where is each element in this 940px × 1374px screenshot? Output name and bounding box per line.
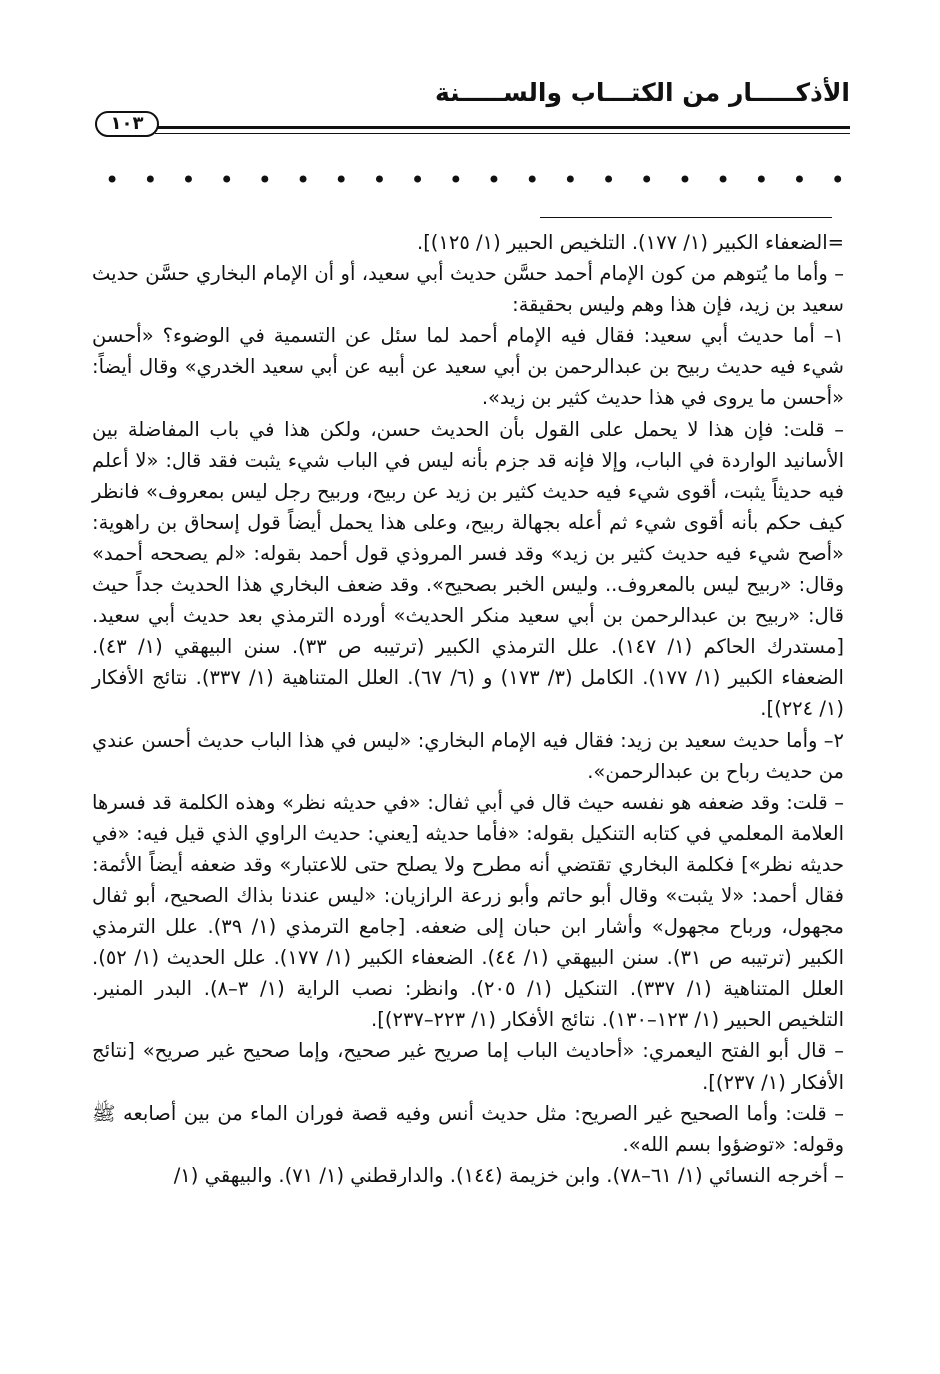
separator-dot: • <box>601 166 616 194</box>
paragraph-9: – أخرجه النسائي (١/ ٦١–٧٨). وابن خزيمة (١٤٤). والدارقطني (١/ ٧١). والبيهقي (١/ <box>173 1163 844 1187</box>
separator-dot: • <box>295 166 311 194</box>
separator-dot: • <box>525 166 540 194</box>
footnote-rule <box>540 217 832 218</box>
separator-dot: • <box>181 166 196 194</box>
separator-dot: • <box>105 166 120 194</box>
separator-dot: • <box>334 166 349 194</box>
separator-dot: • <box>372 166 387 194</box>
running-title: الأذكـــــار من الكتـــاب والســـــنة <box>434 78 850 107</box>
separator-dot: • <box>754 166 769 194</box>
separator-dot: • <box>639 166 654 194</box>
separator-dot: • <box>792 166 807 194</box>
paragraph-7: – قال أبو الفتح اليعمري: «أحاديث الباب إما صريح غير صحيح، وإما صحيح غير صريح» [نتائج الأفكار (١/ ٢٣٧)]. <box>92 1039 844 1094</box>
page-header <box>95 78 850 140</box>
separator-dot: • <box>830 166 845 194</box>
paragraph-3: ١– أما حديث أبي سعيد: فقال فيه الإمام أحمد لما سئل عن التسمية في الوضوء؟ «أحسن شيء فيه حديث ربيح بن عبدالرحمن بن أبي سعيد عن أبيه عن أبي سعيد الخدري» وقال أيضاً: «أحسن ما يروى في هذا حديث كثير بن زيد». <box>92 324 844 410</box>
separator-dot: • <box>219 166 234 194</box>
separator-dot: • <box>716 166 731 194</box>
separator-dot: • <box>448 166 463 194</box>
separator-dot: • <box>486 166 502 194</box>
separator-dot: • <box>143 166 158 194</box>
separator-dot: • <box>257 166 272 194</box>
separator-dot: • <box>410 166 425 194</box>
paragraph-5: ٢– وأما حديث سعيد بن زيد: فقال فيه الإمام البخاري: «ليس في هذا الباب حديث أحسن عندي من حديث رباح بن عبدالرحمن». <box>92 728 844 783</box>
paragraph-4: – قلت: فإن هذا لا يحمل على القول بأن الحديث حسن، ولكن هذا في باب المفاضلة بين الأسانيد الواردة في الباب، وإلا فإنه قد جزم بأنه ليس في الباب شيء يثبت فقد قال: «لا أعلم فيه حديثاً يثبت، أقوى شيء فيه حديث كثير بن زيد عن ربيح، وربيح رجل ليس بمعروف» فانظر كيف حكم بأنه أقوى شيء ثم أعله بجهالة ربيح، وعلى هذا يحمل أيضاً قول إسحاق بن راهوية: «أصح شيء فيه حديث كثير بن زيد» وقد فسر المروذي قول أحمد بقوله: «لم يصححه أحمد» وقال: «ربيح ليس بالمعروف.. وليس الخبر بصحيح». وقد ضعف البخاري هذا الحديث جداً حيث قال: «ربيح بن عبدالرحمن بن أبي سعيد منكر الحديث» أورده الترمذي بعد حديث أبي سعيد. [مستدرك الحاكم (١/ ١٤٧). علل الترمذي الكبير (ترتيبه ص ٣٣). سنن البيهقي (١/ ٤٣). الضعفاء الكبير (١/ ١٧٧). الكامل (٣/ ١٧٣) و (٦/ ٦٧). العلل المتناهية (١/ ٣٣٧). نتائج الأفكار (١/ ٢٢٤)]. <box>92 417 844 721</box>
dotted-separator <box>105 166 845 194</box>
paragraph-6: – قلت: وقد ضعفه هو نفسه حيث قال في أبي ثفال: «في حديثه نظر» وهذه الكلمة قد فسرها العلامة المعلمي في كتابه التنكيل بقوله: «فأما حديثه [يعني: حديث الراوي الذي قيل فيه: «في حديثه نظر»] فكلمة البخاري تقتضي أنه مطرح ولا يصلح حتى للاعتبار» وقد ضعفه أيضاً الأئمة: فقال أحمد: «لا يثبت» وقال أبو حاتم وأبو زرعة الرازيان: «ليس عندنا بذاك الصحيح، أبو ثفال مجهول، ورباح مجهول» وأشار ابن حبان إلى ضعفه. [جامع الترمذي (١/ ٣٩). علل الترمذي الكبير (ترتيبه ص ٣١). سنن البيهقي (١/ ٤٤). الضعفاء الكبير (١/ ١٧٧). علل الحديث (١/ ٥٢). العلل المتناهية (١/ ٣٣٧). التنكيل (١/ ٢٠٥). وانظر: نصب الراية (١/ ٣–٨). البدر المنير. التلخيص الحبير (١/ ١٢٣–١٣٠). نتائج الأفكار (١/ ٢٢٣–٢٣٧)]. <box>92 790 844 1032</box>
paragraph-2: – وأما ما يُتوهم من كون الإمام أحمد حسَّن حديث أبي سعيد، أو أن الإمام البخاري حسَّن حديث سعيد بن زيد، فإن هذا وهم وليس بحقيقة: <box>92 262 844 317</box>
paragraph-8: – قلت: وأما الصحيح غير الصريح: مثل حديث أنس وفيه قصة فوران الماء من بين أصابعه ﷺ وقوله: «توضؤوا بسم الله». <box>92 1101 844 1156</box>
separator-dot: • <box>563 166 578 194</box>
page-number: ١٠٣ <box>95 111 159 137</box>
header-rule-thin <box>155 133 850 134</box>
header-rule-thick <box>155 126 850 129</box>
separator-dot: • <box>677 166 692 194</box>
paragraph-1: =الضعفاء الكبير (١/ ١٧٧). التلخيص الحبير (١/ ١٢٥)]. <box>417 231 844 254</box>
footnote-text <box>92 227 844 1191</box>
